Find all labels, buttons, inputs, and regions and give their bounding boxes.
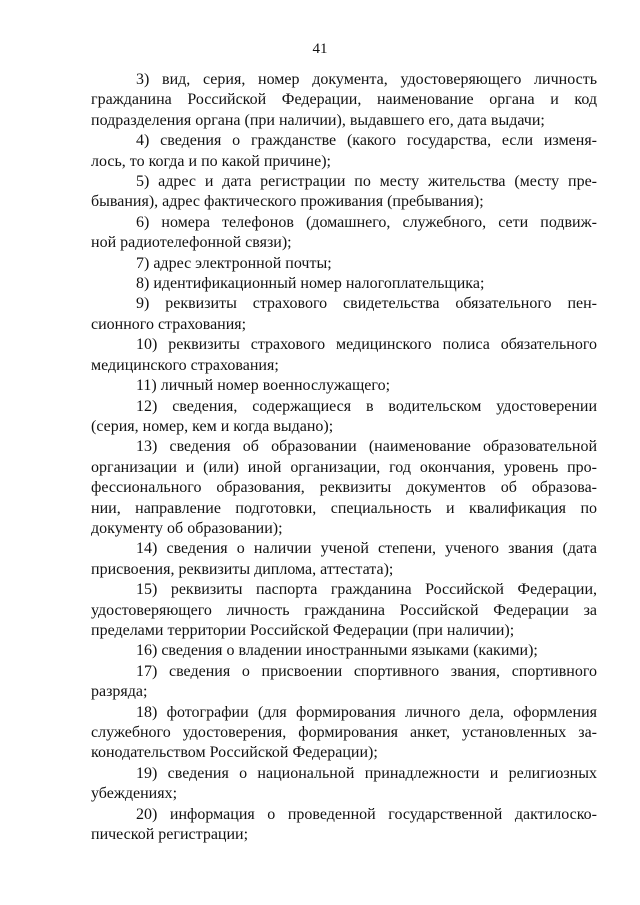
list-item <box>91 662 597 703</box>
text-line: организации и (или) иной организации, год окончания, уровень про- <box>91 458 597 476</box>
text-line: 14) сведения о наличии ученой степени, ученого звания (дата <box>136 540 597 558</box>
text-line: убеждениях; <box>91 785 178 803</box>
list-item <box>91 254 597 274</box>
text-line: пределами территории Российской Федерации (при наличии); <box>91 621 515 639</box>
list-item <box>91 580 597 641</box>
text-line: присвоения, реквизиты диплома, аттестата); <box>91 560 394 578</box>
page-number: 41 <box>312 41 328 57</box>
text-line: 7) адрес электронной почты; <box>136 254 332 272</box>
list-item <box>91 805 597 846</box>
list-item <box>91 131 597 172</box>
text-line: 18) фотографии (для формирования личного дела, оформления <box>136 703 597 721</box>
text-line: 4) сведения о гражданстве (какого государства, если изменя- <box>136 132 597 150</box>
text-line: лось, то когда и по какой причине); <box>91 152 331 170</box>
text-line: 8) идентификационный номер налогоплательщика; <box>136 275 485 293</box>
list-item <box>91 641 597 661</box>
text-line: 15) реквизиты паспорта гражданина Российской Федерации, <box>136 581 597 599</box>
text-line: 11) личный номер военнослужащего; <box>136 377 391 395</box>
list-item <box>91 274 597 294</box>
text-line: подразделения органа (при наличии), выдавшего его, дата выдачи; <box>91 111 545 129</box>
text-line: бывания), адрес фактического проживания (пребывания); <box>91 193 484 211</box>
list-item <box>91 539 597 580</box>
text-line: конодательством Российской Федерации); <box>91 744 378 762</box>
text-line: гражданина Российской Федерации, наименование органа и код <box>91 91 597 109</box>
list-item <box>91 213 597 254</box>
text-line: 17) сведения о присвоении спортивного звания, спортивного <box>136 662 597 680</box>
text-line: 5) адрес и дата регистрации по месту жительства (месту пре- <box>136 173 597 191</box>
text-line: документу об образовании); <box>91 519 283 537</box>
list-item <box>91 437 597 539</box>
text-line: медицинского страхования; <box>91 356 279 374</box>
list-item <box>91 294 597 335</box>
list-item <box>91 70 597 131</box>
text-line: 16) сведения о владении иностранными языками (какими); <box>136 642 538 660</box>
text-line: 13) сведения об образовании (наименование образовательной <box>136 438 597 456</box>
text-line: пической регистрации; <box>91 826 249 844</box>
text-line: 12) сведения, содержащиеся в водительском удостоверении <box>136 397 597 415</box>
list-item <box>91 172 597 213</box>
text-line: нии, направление подготовки, специальность и квалификация по <box>91 499 597 517</box>
list-item <box>91 397 597 438</box>
list-item <box>91 703 597 764</box>
text-line: 19) сведения о национальной принадлежности и религиозных <box>136 764 597 782</box>
text-line: служебного удостоверения, формирования анкет, установленных за- <box>91 724 597 741</box>
text-line: 10) реквизиты страхового медицинского полиса обязательного <box>136 336 597 354</box>
list-item <box>91 376 597 396</box>
text-line: 9) реквизиты страхового свидетельства обязательного пен- <box>136 295 597 313</box>
text-line: 6) номера телефонов (домашнего, служебного, сети подвиж- <box>136 213 597 231</box>
list-item <box>91 335 597 376</box>
text-line: удостоверяющего личность гражданина Российской Федерации за <box>91 601 597 619</box>
text-line: фессионального образования, реквизиты документов об образова- <box>91 479 597 497</box>
text-line: 20) информация о проведенной государственной дактилоско- <box>136 805 597 823</box>
text-line: сионного страхования; <box>91 315 247 333</box>
text-line: разряда; <box>91 683 148 701</box>
text-line: (серия, номер, кем и когда выдано); <box>91 417 334 435</box>
list-item <box>91 764 597 805</box>
text-line: 3) вид, серия, номер документа, удостоверяющего личность <box>136 71 597 88</box>
document-body <box>91 70 597 845</box>
text-line: ной радиотелефонной связи); <box>91 234 292 252</box>
